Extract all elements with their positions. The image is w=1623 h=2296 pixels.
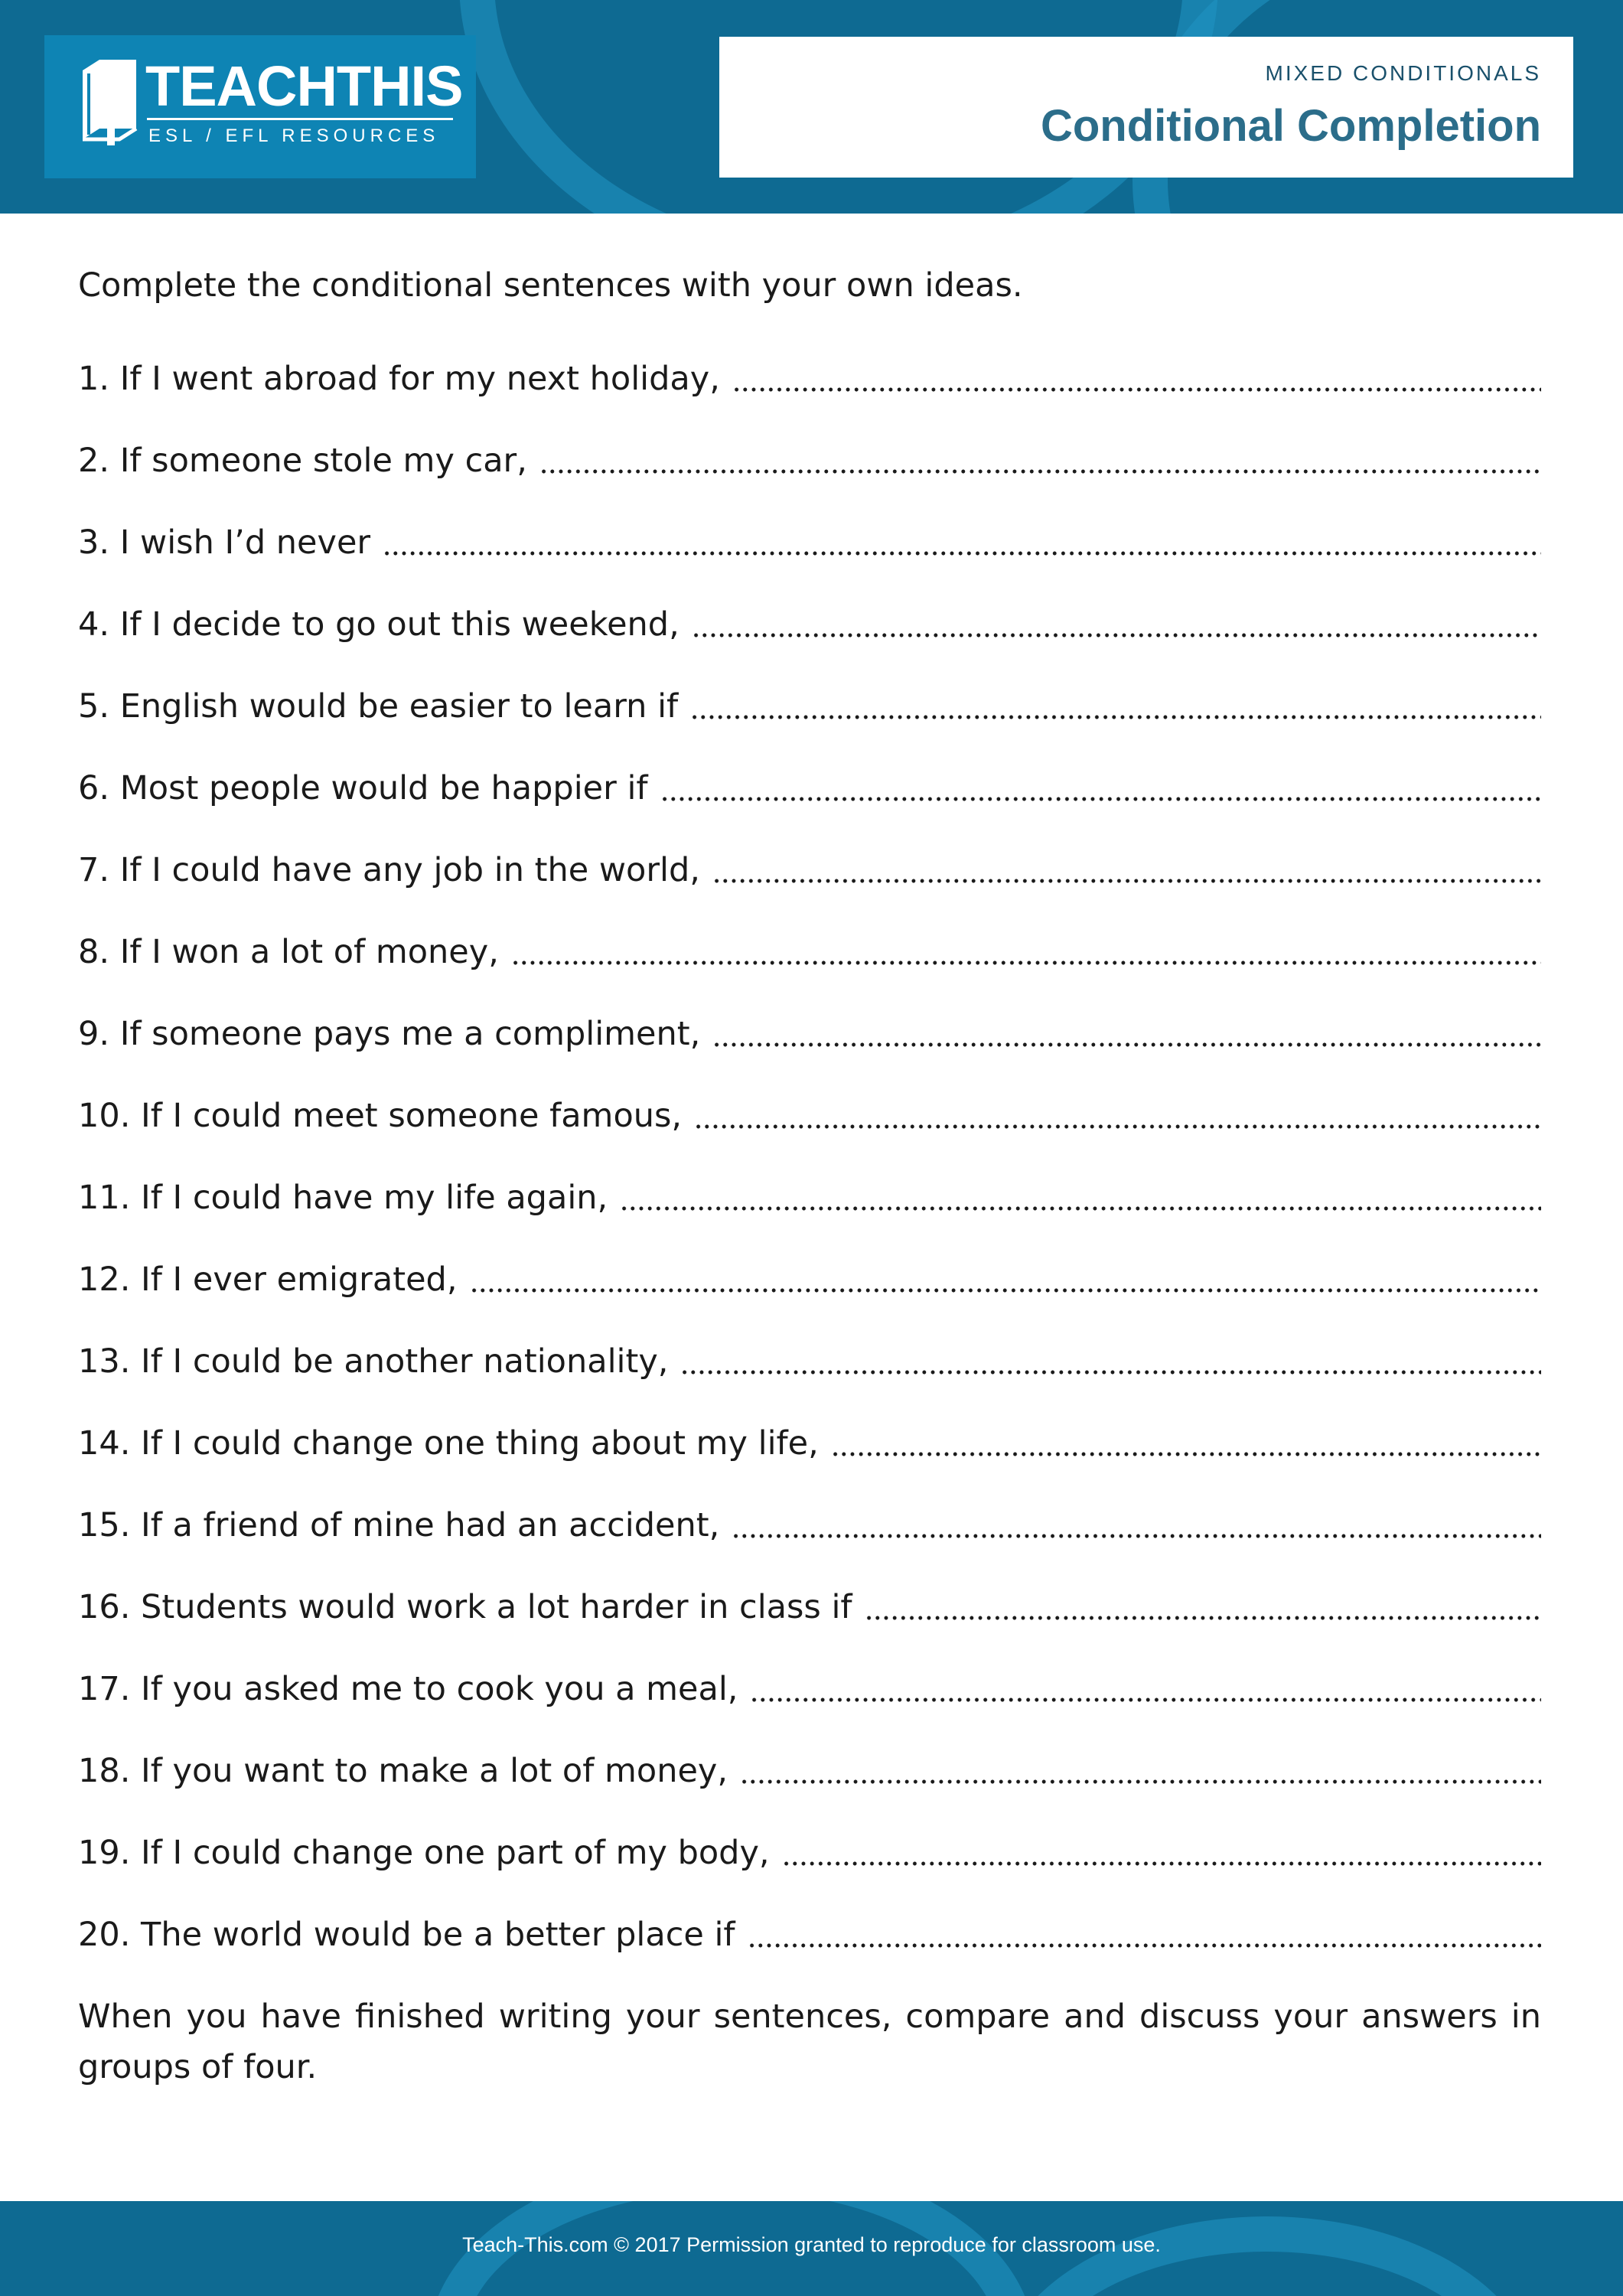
list-item [78,599,1541,681]
sentence-prompt: 16. Students would work a lot harder in class if [78,1588,852,1626]
list-item [78,1091,1541,1172]
sentence-prompt: 19. If I could change one part of my body, [78,1834,770,1872]
sentence-prompt: 14. If I could change one thing about my life, [78,1424,819,1463]
answer-line[interactable] [660,796,1541,802]
list-item [78,763,1541,845]
answer-line[interactable] [383,550,1541,556]
list-item [78,1664,1541,1746]
answer-line[interactable] [732,386,1541,393]
list-item [78,1418,1541,1500]
logo-divider [147,118,453,120]
instructions: Complete the conditional sentences with your own ideas. [78,266,1023,305]
book-logo-icon [77,55,142,147]
sentence-prompt: 6. Most people would be happier if [78,769,648,807]
list-item [78,1336,1541,1418]
list-item [78,517,1541,599]
answer-line[interactable] [831,1451,1541,1457]
sentence-prompt: 8. If I won a lot of money, [78,933,499,971]
sentence-prompt: 20. The world would be a better place if [78,1916,735,1954]
answer-line[interactable] [748,1942,1541,1949]
list-item [78,435,1541,517]
sentence-prompt: 11. If I could have my life again, [78,1179,608,1217]
closing-instructions: When you have finished writing your sentences, compare and discuss your answers in groups of four. [78,1998,1541,2086]
sentence-prompt: 7. If I could have any job in the world, [78,851,700,889]
decorative-swirl [995,2216,1540,2296]
answer-line[interactable] [470,1287,1542,1293]
sentence-prompt: 2. If someone stole my car, [78,442,527,480]
answer-line[interactable] [740,1779,1541,1785]
list-item [78,1254,1541,1336]
sentence-prompt: 1. If I went abroad for my next holiday, [78,360,720,398]
sentence-prompt: 4. If I decide to go out this weekend, [78,605,680,644]
answer-line[interactable] [680,1369,1541,1375]
sentence-prompt: 12. If I ever emigrated, [78,1261,458,1299]
answer-line[interactable] [694,1124,1541,1130]
worksheet-category: MIXED CONDITIONALS [1265,61,1541,85]
list-item [78,1172,1541,1254]
sentence-prompt: 13. If I could be another nationality, [78,1342,669,1381]
copyright-notice: Teach-This.com © 2017 Permission granted to reproduce for classroom use. [462,2233,1161,2256]
answer-line[interactable] [865,1615,1541,1621]
sentence-prompt: 10. If I could meet someone famous, [78,1097,683,1135]
logo-wordmark: TEACHTHIS [145,54,463,118]
list-item [78,845,1541,927]
answer-line[interactable] [712,878,1541,884]
teachthis-logo[interactable] [44,35,476,178]
answer-line[interactable] [690,714,1541,720]
title-panel [719,37,1573,178]
sentence-prompt: 17. If you asked me to cook you a meal, [78,1670,738,1708]
list-item [78,927,1541,1009]
list-item [78,681,1541,763]
list-item [78,1910,1541,1991]
answer-line[interactable] [750,1697,1541,1703]
answer-line[interactable] [782,1861,1541,1867]
sentence-prompt: 18. If you want to make a lot of money, [78,1752,728,1790]
answer-line[interactable] [620,1205,1541,1212]
sentence-prompt: 5. English would be easier to learn if [78,687,679,726]
list-item [78,1582,1541,1664]
sentence-prompt: 15. If a friend of mine had an accident, [78,1506,720,1544]
list-item [78,1746,1541,1828]
sentence-list [78,354,1541,1991]
answer-line[interactable] [712,1042,1541,1048]
logo-tagline: ESL / EFL RESOURCES [148,126,440,146]
sentence-prompt: 9. If someone pays me a compliment, [78,1015,701,1053]
worksheet-body [78,260,1541,2092]
answer-line[interactable] [732,1533,1541,1539]
answer-line[interactable] [692,632,1541,638]
header-band [0,0,1623,214]
list-item [78,354,1541,435]
footer-band [0,2201,1623,2296]
answer-line[interactable] [539,468,1541,475]
list-item [78,1828,1541,1910]
list-item [78,1500,1541,1582]
sentence-prompt: 3. I wish I’d never [78,523,371,562]
answer-line[interactable] [511,960,1541,966]
worksheet-title: Conditional Completion [1040,101,1541,151]
list-item [78,1009,1541,1091]
